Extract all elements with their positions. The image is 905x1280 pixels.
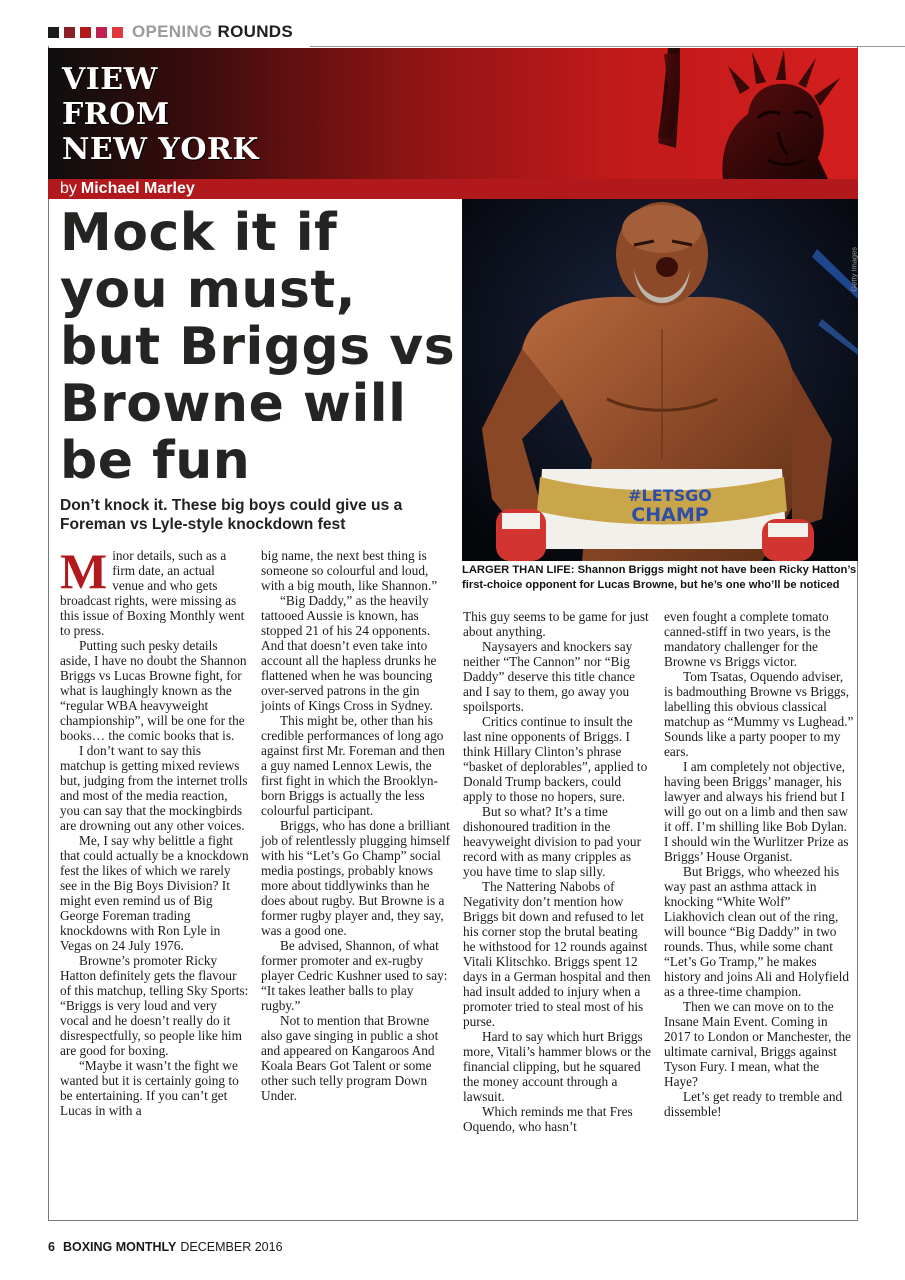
paragraph: Putting such pesky details aside, I have no doubt the Shannon Briggs vs Lucas Browne fight, for what is laughingly known as the “regular WBA heavyweight championship”, will be one for the books… the comic books that is. [60, 638, 247, 743]
page-footer [48, 1240, 283, 1254]
byline: by Michael Marley [48, 179, 858, 199]
section-title: OPENING ROUNDS [132, 22, 293, 41]
boxer-illustration [462, 199, 858, 561]
issue-date: DECEMBER 2016 [180, 1240, 283, 1254]
paragraph: I don’t want to say this matchup is getting mixed reviews but, judging from the internet trolls and most of the media reaction, you can say that the mockingbirds are drowning out any other voices. [60, 743, 248, 833]
paragraph: “Maybe it wasn’t the fight we wanted but it is certainly going to be entertaining. If you can’t get Lucas in with a [60, 1058, 239, 1118]
paragraph: Minor details, such as a firm date, an actual venue and who gets broadcast rights, were missing as this issue of Boxing Monthly went to press. [60, 543, 245, 638]
paragraph: Be advised, Shannon, of what former promoter and ex-rugby player Cedric Kushner used to say: “It takes leather balls to play rugby.” [261, 938, 448, 1013]
paragraph: “Big Daddy,” as the heavily tattooed Aussie is known, has stopped 21 of his 24 opponents. And that doesn’t even take into account all the hapless drunks he flattened when he was bouncing over-served patrons in the gin joints of Kings Cross in Sydney. [261, 593, 437, 713]
paragraph: Then we can move on to the Insane Main Event. Coming in 2017 to London or Manchester, the ultimate carnival, Briggs against Tyson Fury. I mean, what the Haye? [664, 999, 852, 1089]
column-title: VIEW FROM NEW YORK [62, 62, 259, 167]
paragraph: Critics continue to insult the last nine opponents of Briggs. I think Hillary Clinton’s phrase “basket of deplorables”, applied to Donald Trump backers, could apply to those no hopers, sure. [463, 714, 648, 804]
header-square [112, 27, 123, 38]
photo-caption: LARGER THAN LIFE: Shannon Briggs might not have been Ricky Hatton’s first-choice opponent for Lucas Browne, but he’s one who’ll be noticed [462, 564, 857, 591]
paragraph: even fought a complete tomato canned-stiff in two years, is the mandatory challenger for the Browne vs Briggs victor. [664, 609, 831, 669]
paragraph: Not to mention that Browne also gave singing in public a shot and appeared on Kangaroos And Koala Bears Got Talent or some other such telly program Down Under. [261, 1013, 439, 1103]
paragraph: Browne’s promoter Ricky Hatton definitely gets the flavour of this matchup, telling Sky Sports: “Briggs is very loud and very vocal and he doesn’t really do it disrespectfully, so people like him are good for boxing. [60, 953, 249, 1058]
column-banner [48, 48, 858, 179]
paragraph: This might be, other than his credible performances of long ago against first Mr. Foreman and then a guy named Lennox Lewis, the first fight in which the Brooklyn-born Briggs is actually the less colourful participant. [261, 713, 445, 818]
article-column-1 [60, 543, 249, 1118]
paragraph: This guy seems to be game for just about anything. [463, 609, 649, 639]
paragraph: Me, I say why belittle a fight that could actually be a knockdown fest the likes of which we rarely see in the Big Boys Division? It might even remind us of Big George Foreman trading knockdowns with Ron Lyle in Vegas on 24 July 1976. [60, 833, 249, 953]
paragraph: big name, the next best thing is someone so colourful and loud, with a big mouth, like Shannon.” [261, 548, 438, 593]
header-square [64, 27, 75, 38]
standfirst: Don’t knock it. These big boys could give us a Foreman vs Lyle-style knockdown fest [60, 497, 403, 533]
paragraph: I am completely not objective, having been Briggs’ manager, his lawyer and always his friend but I will go out on a limb and then saw it off. I’m shilling like Bob Dylan. I should win the Wurlitzer Prize as Briggs’ House Organist. [664, 759, 849, 864]
magazine-name: BOXING MONTHLY [62, 1240, 177, 1254]
article-column-4 [664, 609, 854, 1119]
section-header [48, 22, 293, 42]
paragraph: The Nattering Nabobs of Negativity don’t mention how Briggs bit down and refused to let his corner stop the brutal beating he withstood for 12 rounds against Vitali Klitschko. Briggs spent 12 days in a German hospital and then had insult added to injury when a promoter tried to steal most of his purse. [463, 879, 651, 1029]
trunks-text: #LETSGO [628, 486, 712, 505]
article-column-3 [463, 609, 653, 1134]
paragraph: But Briggs, who wheezed his way past an asthma attack in knocking “White Wolf” Liakhovich clean out of the ring, will bounce “Big Daddy” in two rounds. Thus, while some chant “Let’s Go Tramp,” he makes history and joins Ali and Holyfield as a three-time champion. [664, 864, 850, 999]
headline: Mock it if you must, but Briggs vs Browne will be fun [60, 203, 456, 491]
header-square [80, 27, 91, 38]
article-column-2 [261, 548, 451, 1103]
drop-cap: M [60, 543, 108, 599]
page-number: 6 [48, 1240, 55, 1254]
trunks-text: CHAMP [631, 504, 709, 526]
boxer-photo [462, 199, 858, 561]
paragraph: Hard to say which hurt Briggs more, Vitali’s hammer blows or the financial clipping, but he squared the money account through a lawsuit. [463, 1029, 652, 1104]
header-square [96, 27, 107, 38]
header-square [48, 27, 59, 38]
photo-credit: Getty Images [850, 247, 859, 292]
paragraph: Briggs, who has done a brilliant job of relentlessly plugging himself with his “Let’s Go Champ” social media postings, probably knows more about tiddlywinks than he does about rugby. But Browne is a former rugby player and, they say, was a good one. [261, 818, 451, 938]
statue-of-liberty-image [628, 48, 858, 179]
paragraph: Naysayers and knockers say neither “The Cannon” nor “Big Daddy” deserve this title chance and I say to them, go away you spoilsports. [463, 639, 636, 714]
paragraph: Let’s get ready to tremble and dissemble! [664, 1089, 843, 1119]
paragraph: Which reminds me that Fres Oquendo, who hasn’t [463, 1104, 633, 1134]
paragraph: Tom Tsatas, Oquendo adviser, is badmouthing Browne vs Briggs, labelling this obvious classical matchup as “Mummy vs Lughead.” Sounds like a party pooper to my ears. [664, 669, 854, 759]
paragraph: But so what? It’s a time dishonoured tradition in the heavyweight division to pad your record with as many cripples as you have time to slap silly. [463, 804, 642, 879]
